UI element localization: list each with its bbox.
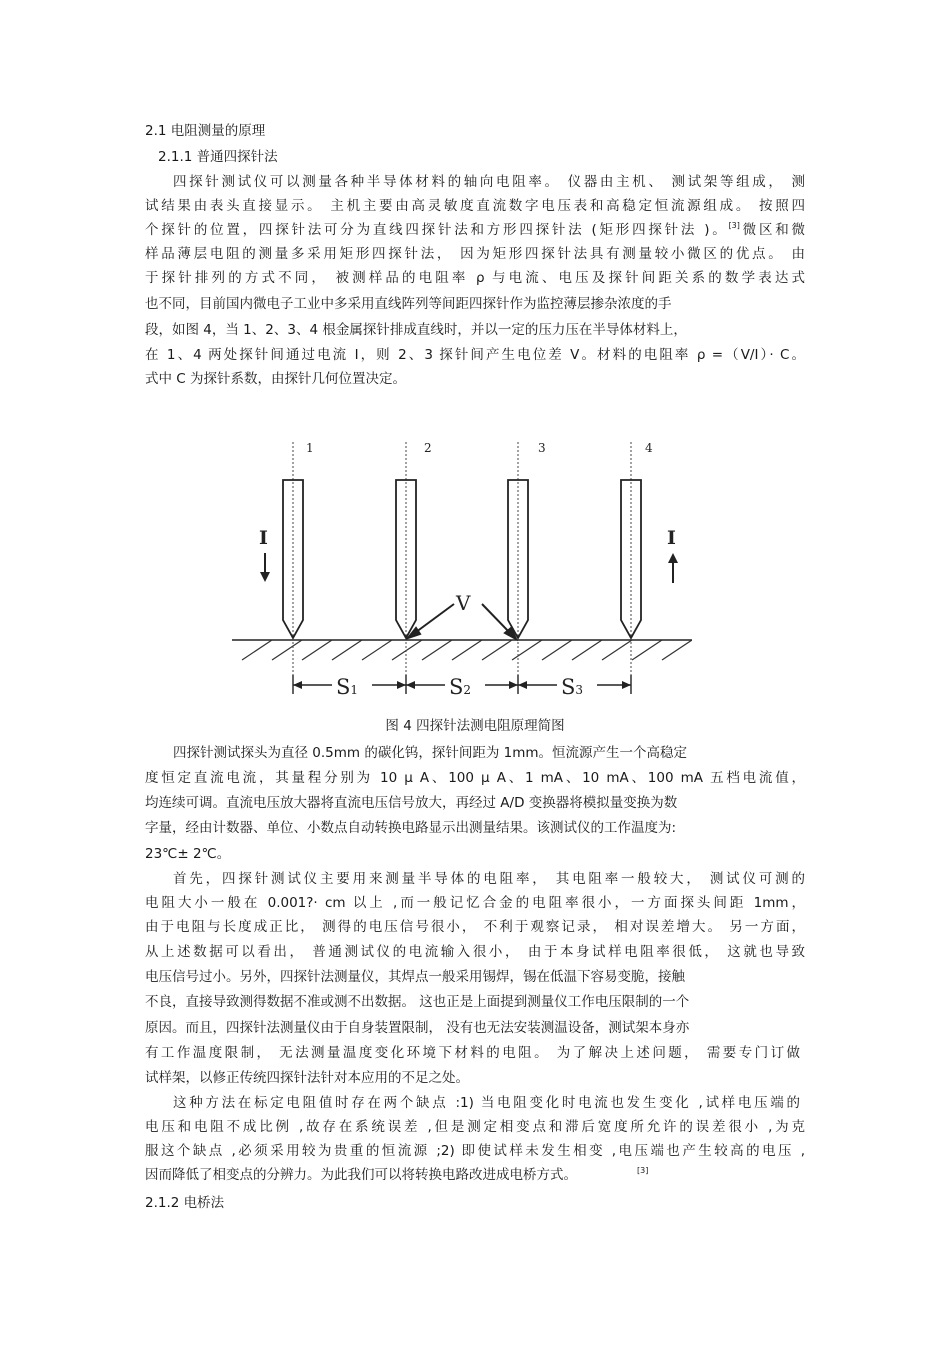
probe-label: 4 (645, 441, 653, 455)
arrow-up-icon (668, 553, 678, 583)
spacing-label-s1: S1 (336, 675, 359, 699)
four-probe-diagram (232, 432, 692, 702)
probe-label: 1 (306, 441, 314, 455)
para1-line: 样品薄层电阻的测量多采用矩形四探针法， 因为矩形四探针法具有测量较小微区的优点。 由 (145, 246, 805, 262)
para2-line: 23℃± 2℃。 (145, 846, 231, 862)
para3-line: 试样架，以修正传统四探针法针对本应用的不足之处。 (145, 1070, 469, 1086)
para2-line: 四探针测试探头为直径 0.5mm 的碳化钨，探针间距为 1mm。恒流源产生一个高稳定 (173, 745, 688, 761)
arrow-down-icon (260, 553, 270, 582)
para3-line: 电压信号过小。另外，四探针法测量仪，其焊点一般采用锡焊，锡在低温下容易变脆，接触 (145, 969, 685, 985)
probe-label: 2 (424, 441, 432, 455)
para2-line: 均连续可调。直流电压放大器将直流电压信号放大，再经过 A/D 变换器将模拟量变换为数 (145, 795, 678, 811)
para3-line: 从上述数据可以看出， 普通测试仪的电流输入很小， 由于本身试样电阻率很低， 这就也导致 (145, 944, 805, 960)
para4-line: 电压和电阻不成比例 ,故存在系统误差 ,但是测定相变点和滞后宽度所允许的误差很小 ,为克 (145, 1119, 805, 1135)
probe-1 (283, 442, 303, 690)
para1-line: 式中 C 为探针系数，由探针几何位置决定。 (145, 371, 407, 387)
para1-line: 个探针的位置，四探针法可分为直线四探针法和方形四探针法 (矩形四探针法 )。[3]微区和微 (145, 221, 805, 238)
para4-line: 这种方法在标定电阻值时存在两个缺点 :1) 当电阻变化时电流也发生变化 ,试样电压端的 (173, 1095, 800, 1111)
spacing-label-s2: S2 (449, 675, 472, 699)
para2-line: 字量，经由计数器、单位、小数点自动转换电路显示出测量结果。该测试仪的工作温度为: (145, 820, 677, 836)
subsection-heading-4probe: 2.1.1 普通四探针法 (158, 149, 278, 165)
section-heading: 2.1 电阻测量的原理 (145, 123, 266, 139)
citation-ref: [3] (637, 1166, 649, 1175)
para3-line: 原因。而且，四探针法测量仪由于自身装置限制， 没有也无法安装测温设备，测试架本身亦 (145, 1020, 690, 1036)
voltage-label: V (456, 591, 471, 615)
spacing-label-s3: S3 (561, 675, 584, 699)
sample-hatching (242, 640, 692, 660)
para1-line: 四探针测试仪可以测量各种半导体材料的轴向电阻率。 仪器由主机、 测试架等组成， 测 (173, 174, 805, 190)
para2-line: 度恒定直流电流，其量程分别为 10 μ A、100 μ A、1 mA、10 mA、100 mA 五档电流值， (145, 770, 805, 786)
para4-line: 因而降低了相变点的分辨力。为此我们可以将转换电路改进成电桥方式。 [3] (145, 1166, 649, 1183)
probe-2 (396, 442, 416, 690)
para3-line: 有工作温度限制， 无法测量温度变化环境下材料的电阻。 为了解决上述问题， 需要专门订做 (145, 1045, 800, 1061)
para3-line: 首先，四探针测试仪主要用来测量半导体的电阻率， 其电阻率一般较大， 测试仪可测的 (173, 871, 805, 887)
para1-line: 段，如图 4，当 1、2、3、4 根金属探针排成直线时，并以一定的压力压在半导体材料上， (145, 322, 687, 338)
para1-line: 于探针排列的方式不同， 被测样品的电阻率 ρ 与电流、电压及探针间距关系的数学表达式 (145, 270, 805, 286)
probe-3 (508, 442, 528, 690)
current-label-out: I (667, 527, 676, 549)
para3-line: 不良，直接导致测得数据不准或测不出数据。 这也正是上面提到测量仪工作电压限制的一个 (145, 994, 690, 1010)
probe-label: 3 (538, 441, 546, 455)
para4-line: 服这个缺点 ,必须采用较为贵重的恒流源 ;2) 即使试样未发生相变 ,电压端也产生较高的电压 , (145, 1143, 805, 1159)
para1-line: 在 1、4 两处探针间通过电流 I，则 2、3 探针间产生电位差 V。材料的电阻率 ρ =（V/I）· C。 (145, 347, 805, 363)
para1-line: 试结果由表头直接显示。 主机主要由高灵敏度直流数字电压表和高稳定恒流源组成。 按照四 (145, 198, 805, 214)
citation-ref: [3] (728, 221, 740, 230)
probe-4 (621, 442, 641, 690)
para3-line: 电阻大小一般在 0.001?· cm 以上 ,而一般记忆合金的电阻率很小，一方面探头间距 1mm， (145, 895, 805, 911)
para1-line: 也不同，目前国内微电子工业中多采用直线阵列等间距四探针作为监控薄层掺杂浓度的手 (145, 296, 672, 312)
figure-caption: 图 4 四探针法测电阻原理简图 (385, 718, 565, 734)
current-label-in: I (259, 527, 268, 549)
para3-line: 由于电阻与长度成正比， 测得的电压信号很小， 不利于观察记录， 相对误差增大。 另一方面， (145, 919, 805, 935)
subsection-heading-bridge: 2.1.2 电桥法 (145, 1195, 225, 1211)
